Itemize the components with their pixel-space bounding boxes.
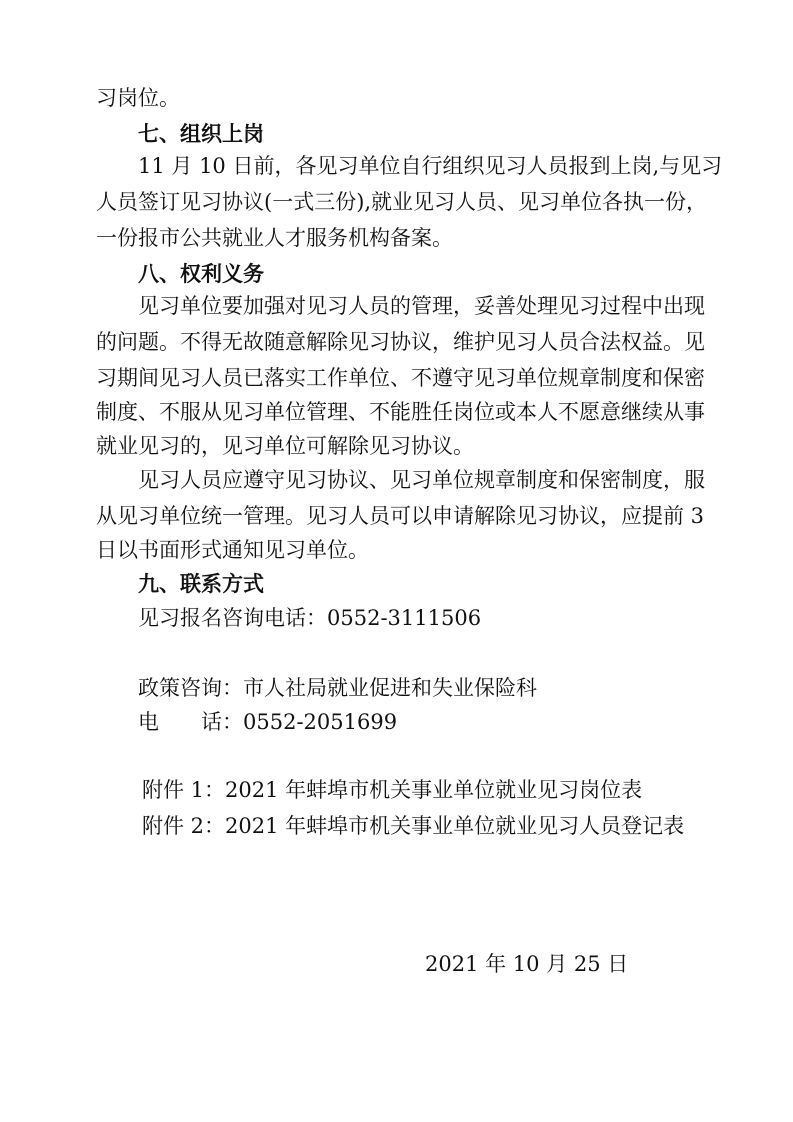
paragraph-line: 制度、不服从见习单位管理、不能胜任岗位或本人不愿意继续从事 <box>96 400 705 424</box>
paragraph-line: 见习单位要加强对见习人员的管理，妥善处理见习过程中出现 <box>138 294 705 318</box>
paragraph-line: 就业见习的，见习单位可解除见习协议。 <box>96 434 474 458</box>
paragraph-line: 的问题。不得无故随意解除见习协议，维护见习人员合法权益。见 <box>96 330 705 354</box>
paragraph-line: 11 月 10 日前，各见习单位自行组织见习人员报到上岗,与见习 <box>138 154 723 178</box>
paragraph-line: 见习人员应遵守见习协议、见习单位规章制度和保密制度，服 <box>138 468 705 492</box>
section-heading-organize: 七、组织上岗 <box>138 122 264 146</box>
paragraph-line: 习岗位。 <box>96 86 180 110</box>
paragraph-line: 人员签订见习协议(一式三份),就业见习人员、见习单位各执一份， <box>96 190 708 214</box>
paragraph-line: 习期间见习人员已落实工作单位、不遵守见习单位规章制度和保密 <box>96 366 705 390</box>
section-heading-rights: 八、权利义务 <box>138 262 264 286</box>
paragraph-line: 一份报市公共就业人才服务机构备案。 <box>96 226 453 250</box>
section-heading-contact: 九、联系方式 <box>138 572 264 596</box>
attachment-1: 附件 1：2021 年蚌埠市机关事业单位就业见习岗位表 <box>142 778 643 802</box>
paragraph-line: 从见习单位统一管理。见习人员可以申请解除见习协议，应提前 3 <box>96 504 705 528</box>
policy-consult: 政策咨询：市人社局就业促进和失业保险科 <box>138 676 537 700</box>
signup-phone: 见习报名咨询电话：0552-3111506 <box>138 606 482 630</box>
paragraph-line: 日以书面形式通知见习单位。 <box>96 538 369 562</box>
policy-phone: 电 话：0552-2051699 <box>138 710 398 734</box>
attachment-2: 附件 2：2021 年蚌埠市机关事业单位就业见习人员登记表 <box>142 814 685 838</box>
document-date: 2021 年 10 月 25 日 <box>425 952 629 976</box>
